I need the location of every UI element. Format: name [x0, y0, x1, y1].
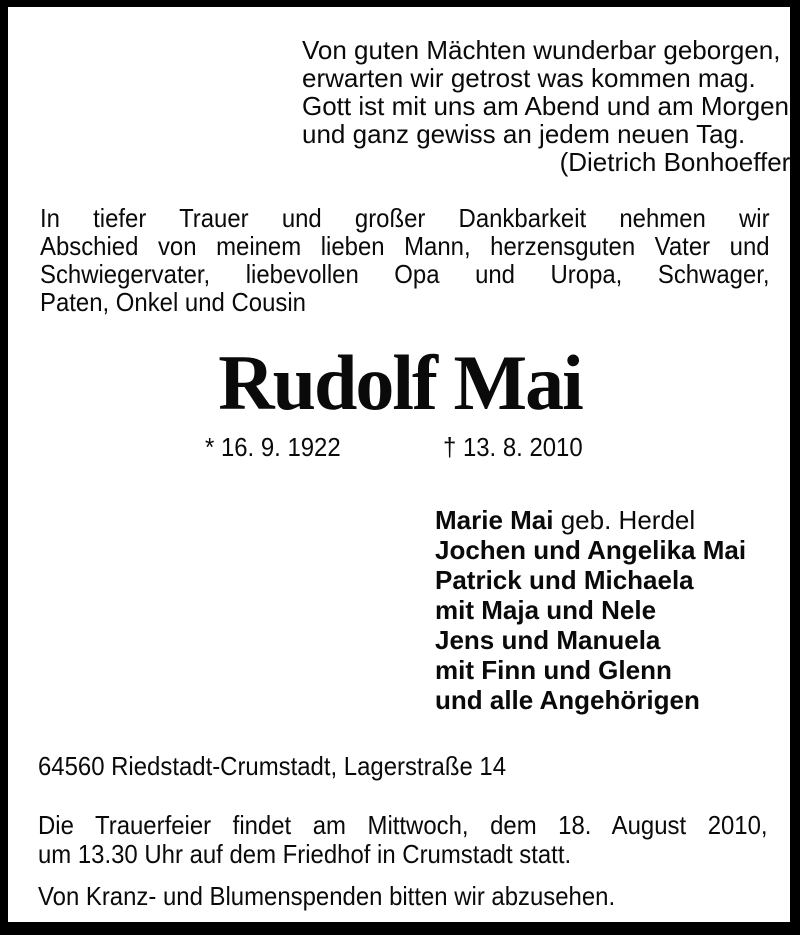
verse-attribution: (Dietrich Bonhoeffer) — [559, 147, 799, 177]
donations-note: Von Kranz- und Blumenspenden bitten wir abzusehen. — [38, 881, 616, 911]
mourner-widow-name: Marie Mai — [435, 505, 554, 535]
announcement-line: Abschied von meinem lieben Mann, herzensguten Vater und — [40, 231, 770, 261]
announcement-line: In tiefer Trauer und großer Dankbarkeit nehmen wir — [40, 203, 770, 233]
mourner-line: und alle Angehörigen — [435, 685, 700, 715]
family-address: 64560 Riedstadt-Crumstadt, Lagerstraße 14 — [38, 751, 507, 781]
announcement-line: Schwiegervater, liebevollen Opa und Uropa, Schwager, — [40, 259, 770, 289]
death-date: † 13. 8. 2010 — [443, 432, 583, 462]
announcement-line: Paten, Onkel und Cousin — [40, 287, 306, 317]
mourner-line: Patrick und Michaela — [435, 565, 694, 595]
verse-line: und ganz gewiss an jedem neuen Tag. — [302, 119, 746, 149]
mourner-line — [435, 505, 746, 535]
mourner-line: Jochen und Angelika Mai — [435, 535, 747, 565]
deceased-name: Rudolf Mai — [218, 339, 582, 426]
verse-line: Von guten Mächten wunderbar geborgen, — [302, 35, 781, 65]
opening-verse — [302, 36, 800, 176]
mourner-line: Jens und Manuela — [435, 625, 661, 655]
mourners-list — [435, 505, 746, 715]
birth-date: * 16. 9. 1922 — [205, 432, 341, 462]
verse-line: erwarten wir getrost was kommen mag. — [302, 63, 756, 93]
mourner-line: mit Maja und Nele — [435, 595, 657, 625]
funeral-info — [38, 811, 768, 869]
announcement-paragraph — [40, 204, 770, 316]
verse-line: Gott ist mit uns am Abend und am Morgen — [302, 91, 790, 121]
funeral-info-line: um 13.30 Uhr auf dem Friedhof in Crumstadt statt. — [38, 839, 572, 869]
mourner-widow-maiden-name: geb. Herdel — [553, 505, 696, 535]
mourner-line: mit Finn und Glenn — [435, 655, 672, 685]
funeral-info-line: Die Trauerfeier findet am Mittwoch, dem 18. August 2010, — [38, 810, 768, 840]
